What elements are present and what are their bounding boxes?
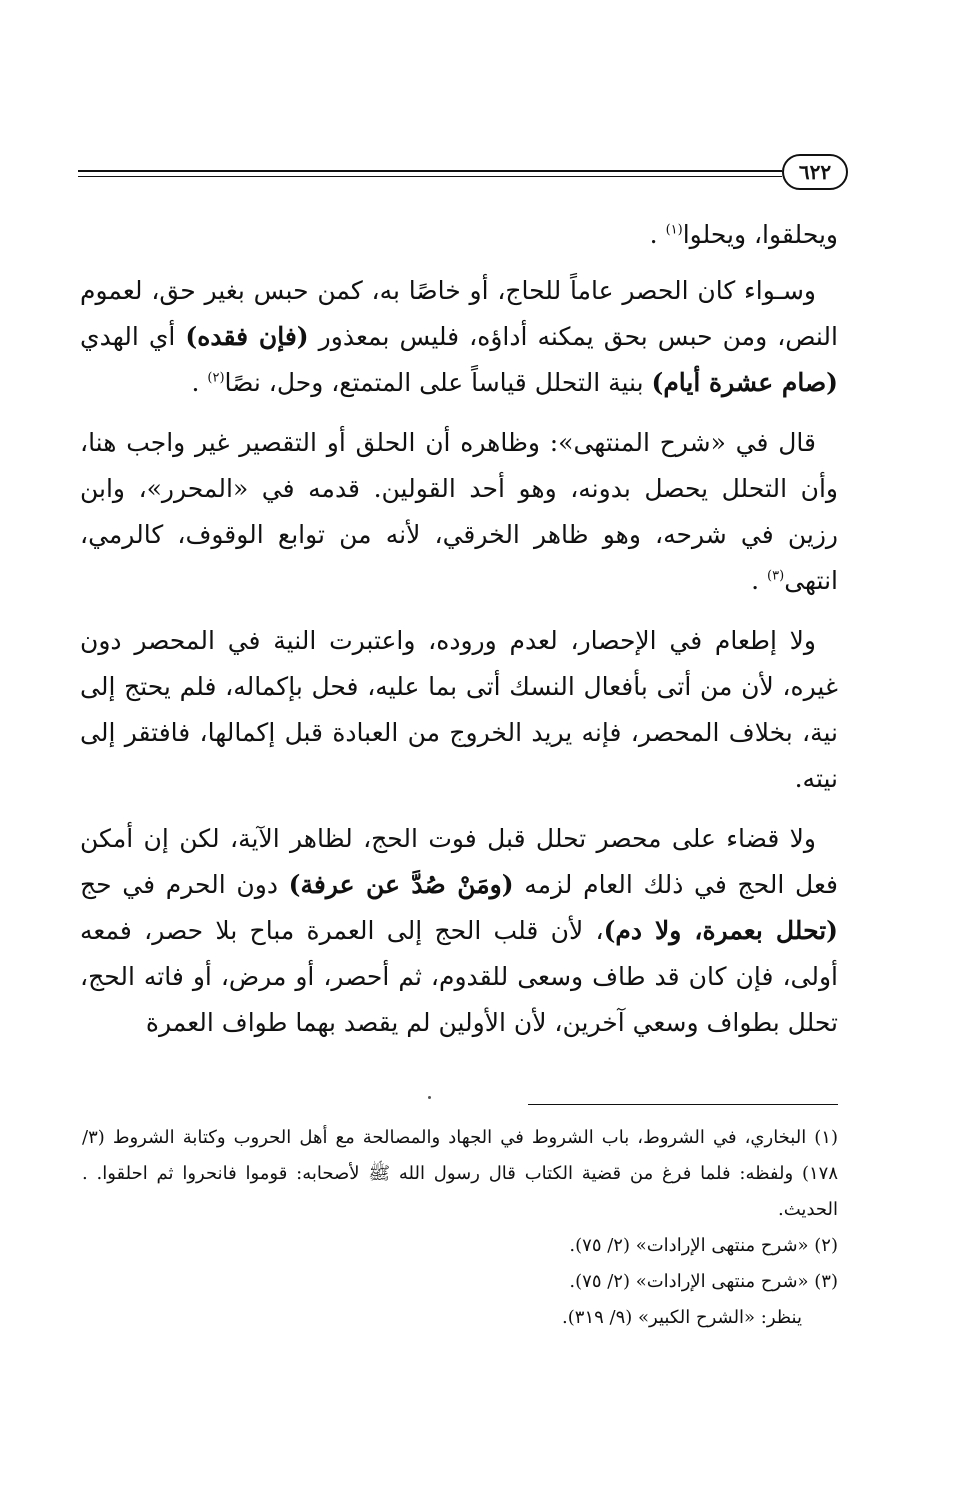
footnote-separator <box>528 1104 838 1105</box>
paragraph: وسـواء كان الحصر عاماً للحاج، أو خاصًا به، كمن حبس بغير حق، لعموم النص، ومن حبس بحق يمكنه أداؤه، فليس بمعذور (فإن فقده) أي الهدي (صام عشرة أيام) بنية التحلل قياساً على المتمتع، وحل، نصًا$^{(٢)}$ . <box>80 276 838 397</box>
footnote-ref: (٢) <box>207 370 225 386</box>
footnote-1: (١) البخاري، في الشروط، باب الشروط في الجهاد والمصالحة مع أهل الحروب وكتابة الشروط (٣/ ١٧٨) ولفظه: فلما فرغ من قضية الكتاب قال رسول الله ﷺ لأصحابه: قوموا فانحروا ثم احلقوا. . الحديث. <box>82 1127 838 1220</box>
matn-text: (ومَنْ صُدَّ عن عرفة) <box>288 870 514 899</box>
footnote-2: (٢) «شرح منتهى الإرادات» (٢/ ٧٥). <box>569 1235 838 1256</box>
footnote-3: (٣) «شرح منتهى الإرادات» (٢/ ٧٥). <box>569 1271 838 1292</box>
matn-text: (تحلل بعمرة، ولا دم) <box>603 916 838 945</box>
paragraph: قال في «شرح المنتهى»: وظاهره أن الحلق أو التقصير غير واجب هنا، وأن التحلل يحصل بدونه، وهو أحد القولين. قدمه في «المحرر»، وابن رزين في شرحه، وهو ظاهر الخرقي، لأنه من توابع الوقوف، كالرمي، انتهى$^{(٣)}$ . <box>80 428 838 595</box>
footnote-ref: (١) <box>665 222 683 238</box>
footnote-3-continuation: ينظر: «الشرح الكبير» (٩/ ٣١٩). <box>562 1307 802 1328</box>
page-number: ٦٢٢ <box>782 154 848 190</box>
header-rule <box>78 170 782 172</box>
matn-text: (فإن فقده) <box>185 322 309 351</box>
footnotes <box>82 1120 838 1336</box>
footnote-ref: (٣) <box>767 568 785 584</box>
stray-mark <box>428 1096 431 1099</box>
paragraph: ويحلقوا، ويحلوا$^{(١)}$ . <box>649 220 838 249</box>
main-text <box>80 212 838 1060</box>
header-rule-thin <box>78 176 782 177</box>
matn-text: (صام عشرة أيام) <box>651 368 838 397</box>
paragraph: ولا إطعام في الإحصار، لعدم وروده، واعتبرت النية في المحصر دون غيره، لأن من أتى بأفعال النسك أتى بما عليه، فحل بإكماله، فلم يحتج إلى نية، بخلاف المحصر، فإنه يريد الخروج من العبادة قبل إكمالها، فافتقر إلى نيته. <box>80 626 838 793</box>
paragraph: ولا قضاء على محصر تحلل قبل فوت الحج، لظاهر الآية، لكن إن أمكن فعل الحج في ذلك العام لزمه (ومَنْ صُدَّ عن عرفة) دون الحرم في حج (تحلل بعمرة، ولا دم)، لأن قلب الحج إلى العمرة مباح بلا حصر، فمعه أولى، فإن كان قد طاف وسعى للقدوم، ثم أحصر، أو مرض، أو فاته الحج، تحلل بطواف وسعي آخرين، لأن الأولين لم يقصد بهما طواف العمرة <box>80 824 838 1037</box>
page-header <box>78 150 848 194</box>
